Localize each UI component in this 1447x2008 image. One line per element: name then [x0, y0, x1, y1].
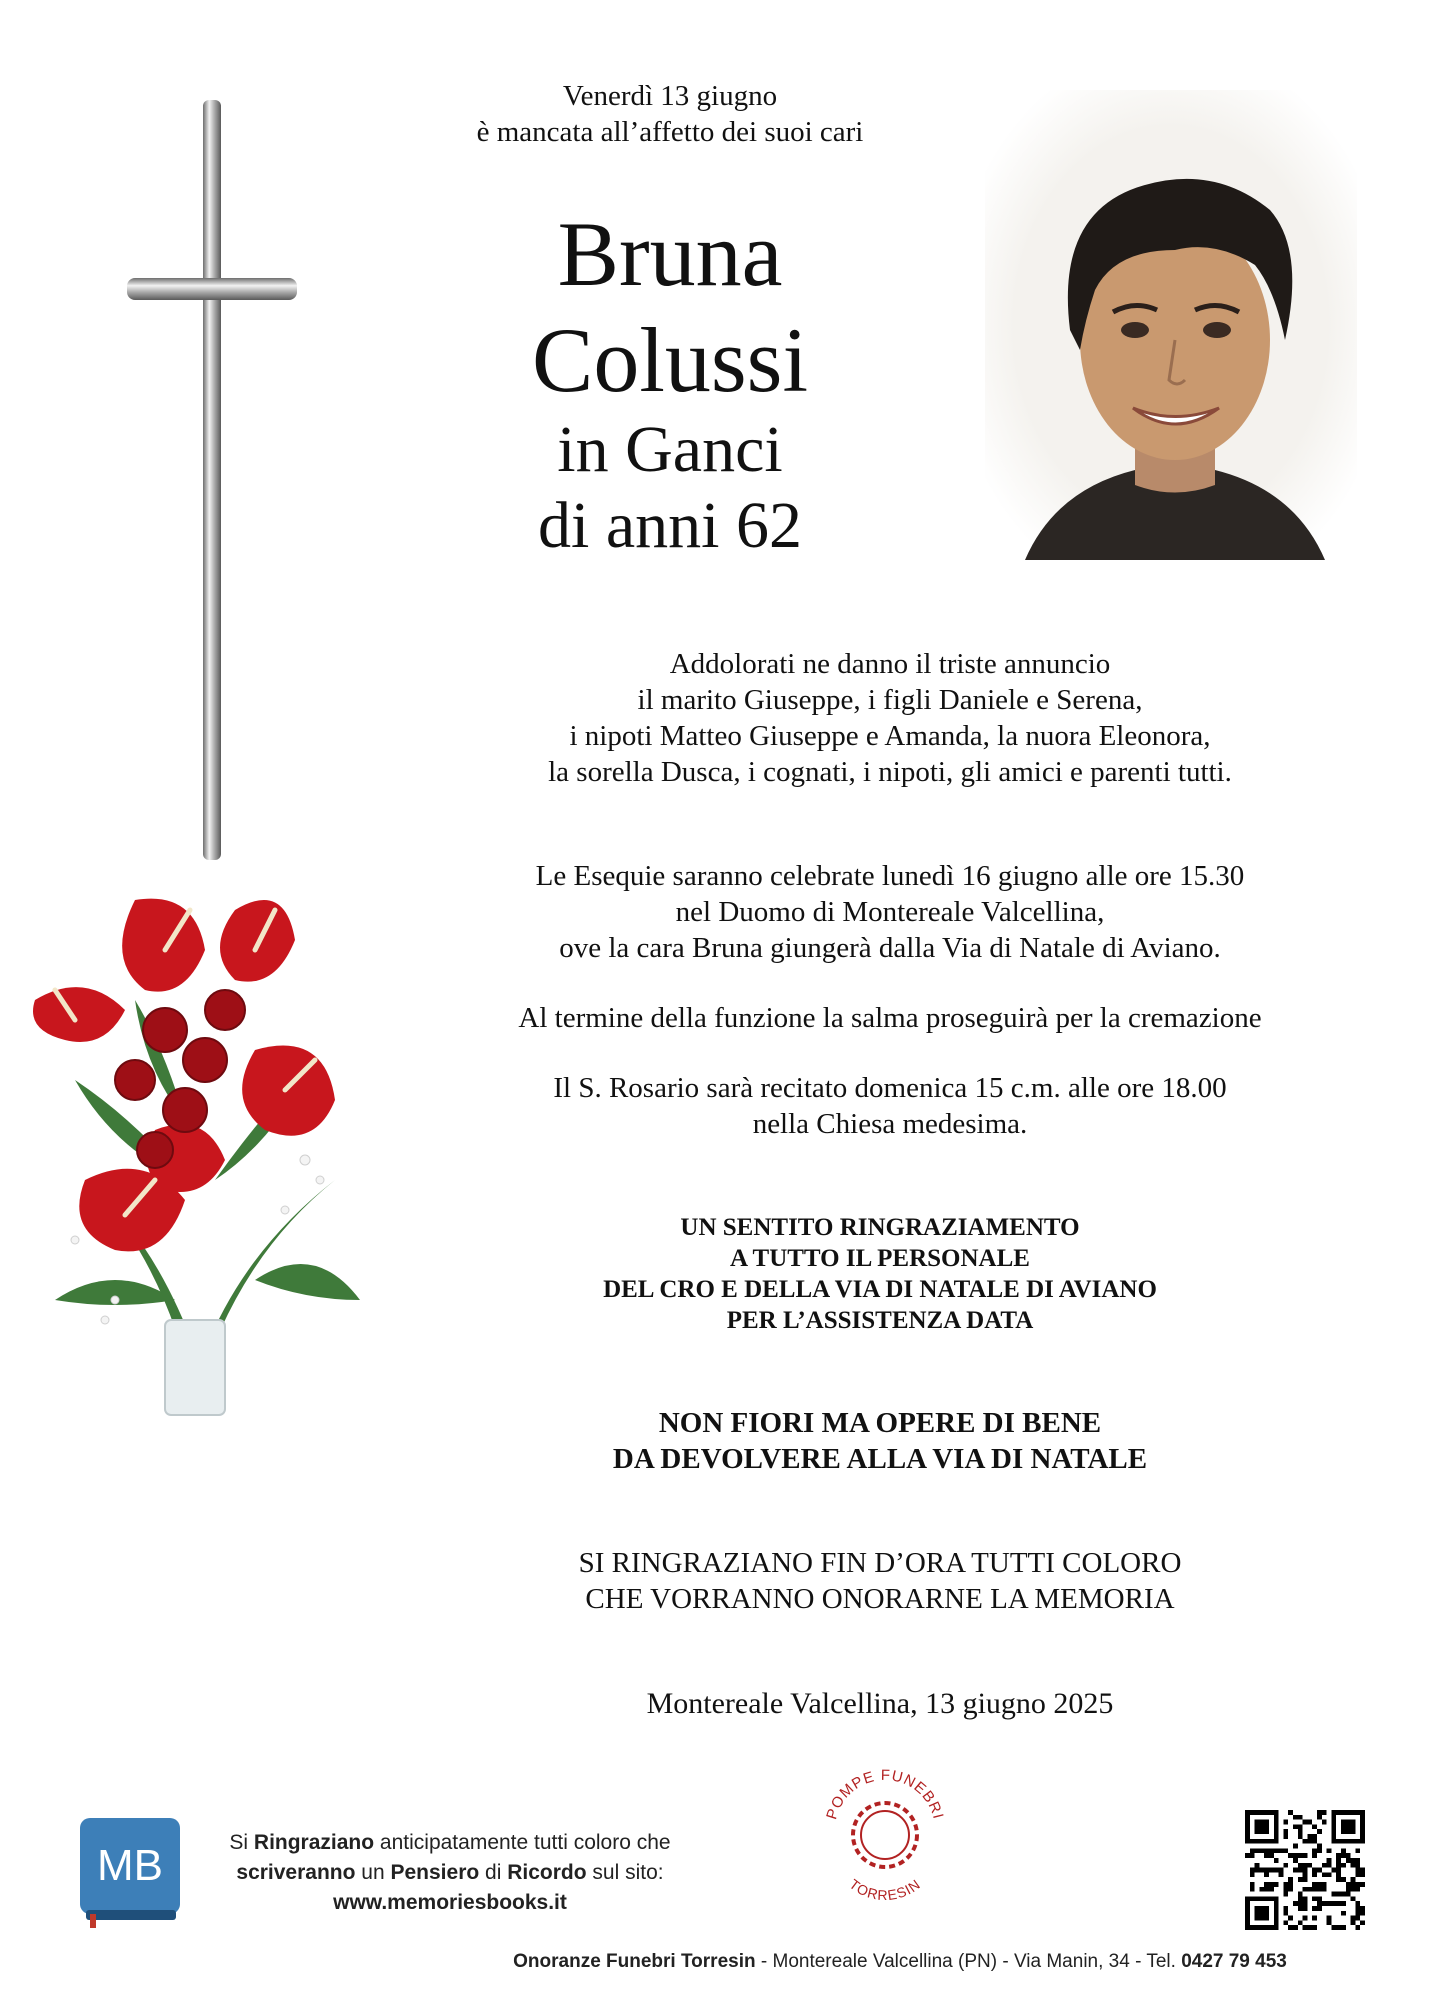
seal-top-text: POMPE FUNEBRI [823, 1766, 947, 1822]
thanks-staff-line: A TUTTO IL PERSONALE [730, 1245, 1030, 1272]
cross-icon [115, 100, 315, 870]
announcement-line: Addolorati ne danno il triste annuncio [669, 648, 1111, 680]
thanks-all-block [460, 1545, 1300, 1617]
footer-phone: 0427 79 453 [1181, 1951, 1287, 1972]
memories-text-bold: scriveranno [236, 1861, 356, 1884]
funeral-home-seal-icon [810, 1750, 960, 1900]
memories-url[interactable] [190, 1888, 710, 1918]
place-date: Montereale Valcellina, 13 giugno 2025 [646, 1687, 1114, 1720]
memories-text: di [479, 1861, 508, 1884]
funeral-line: Le Esequie saranno celebrate lunedì 16 giugno alle ore 15.30 [535, 860, 1245, 892]
announcement-line: i nipoti Matteo Giuseppe e Amanda, la nuora Eleonora, [569, 720, 1211, 752]
footer-company: Onoranze Funebri Torresin [513, 1951, 756, 1972]
anthurium-bouquet-icon [15, 880, 375, 1420]
thanks-staff-line: PER L’ASSISTENZA DATA [726, 1307, 1034, 1334]
death-date-intro [360, 78, 980, 150]
thanks-all-line: SI RINGRAZIANO FIN D’ORA TUTTI COLORO [578, 1547, 1182, 1579]
rosary-line: Il S. Rosario sarà recitato domenica 15 c.m. alle ore 18.00 [553, 1072, 1227, 1104]
qr-code-icon[interactable] [1245, 1810, 1365, 1930]
no-flowers-block [460, 1405, 1300, 1477]
memories-text-bold: Ringraziano [253, 1831, 375, 1854]
portrait-photo [985, 90, 1357, 560]
footer-address: - Montereale Valcellina (PN) - Via Manin, 34 - Tel. [755, 1951, 1182, 1972]
passed-away-line: è mancata all’affetto dei suoi cari [476, 116, 864, 148]
svg-text:TORRESIN [846, 1876, 923, 1900]
funeral-line: ove la cara Bruna giungerà dalla Via di Natale di Aviano. [559, 932, 1221, 964]
memories-url-text[interactable]: www.memoriesbooks.it [333, 1891, 567, 1914]
no-flowers-line: NON FIORI MA OPERE DI BENE [658, 1407, 1102, 1439]
memories-text: anticipatamente tutti coloro che [374, 1831, 671, 1854]
memoriesbooks-logo-icon [80, 1818, 180, 1928]
married-name: in Ganci [557, 413, 783, 486]
rosary-line: nella Chiesa medesima. [752, 1108, 1028, 1140]
memories-line-2 [190, 1858, 710, 1888]
funeral-line: nel Duomo di Montereale Valcellina, [675, 896, 1105, 928]
thanks-staff-block [460, 1212, 1300, 1336]
rosary-paragraph [410, 1070, 1370, 1142]
last-name: Colussi [531, 309, 809, 411]
age: di anni 62 [538, 489, 802, 562]
memories-line-1 [190, 1828, 710, 1858]
thanks-all-line: CHE VORRANNO ONORARNE LA MEMORIA [585, 1583, 1175, 1615]
cremation-line: Al termine della funzione la salma proseguirà per la cremazione [518, 1002, 1262, 1034]
memories-text: un [355, 1861, 391, 1884]
announcement-paragraph [410, 646, 1370, 790]
funeral-paragraph [410, 858, 1370, 966]
deceased-name-block [400, 200, 940, 564]
footer-contact [400, 1950, 1400, 1974]
thanks-staff-line: UN SENTITO RINGRAZIAMENTO [680, 1214, 1080, 1241]
death-date-line: Venerdì 13 giugno [562, 80, 778, 112]
announcement-line: il marito Giuseppe, i figli Daniele e Serena, [637, 684, 1143, 716]
memories-message [190, 1828, 710, 1918]
memories-text: Si [229, 1831, 254, 1854]
memories-text: sul sito: [586, 1861, 664, 1884]
memories-text-bold: Pensiero [390, 1861, 480, 1884]
mb-logo-text: MB [97, 1841, 163, 1890]
memories-text-bold: Ricordo [507, 1861, 587, 1884]
first-name: Bruna [557, 203, 783, 305]
announcement-line: la sorella Dusca, i cognati, i nipoti, gli amici e parenti tutti. [548, 756, 1232, 788]
thanks-staff-line: DEL CRO E DELLA VIA DI NATALE DI AVIANO [603, 1276, 1157, 1303]
seal-bottom-text: TORRESIN [846, 1875, 924, 1900]
svg-text:POMPE FUNEBRI [823, 1767, 946, 1822]
no-flowers-line: DA DEVOLVERE ALLA VIA DI NATALE [612, 1443, 1148, 1475]
